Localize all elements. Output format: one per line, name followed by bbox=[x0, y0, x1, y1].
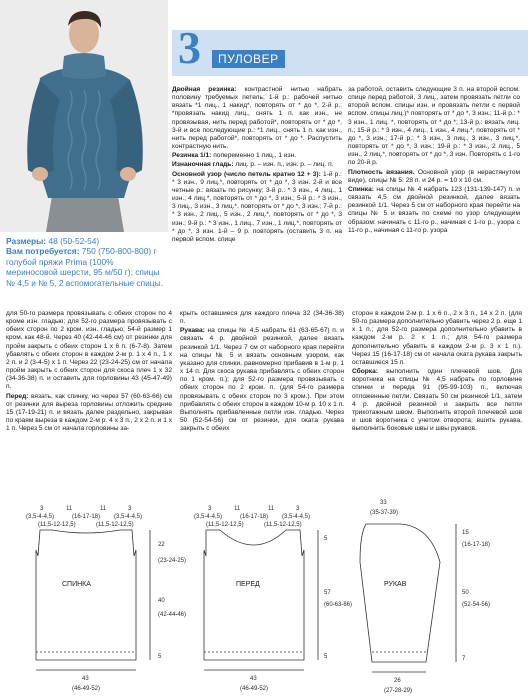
col5-paragraph bbox=[352, 310, 522, 367]
text-column-4 bbox=[180, 310, 344, 490]
col3-paragraph bbox=[6, 393, 172, 434]
text-column-5 bbox=[352, 310, 522, 490]
col1-paragraph-heading: Основной узор (число петель кратно 12 + 3): bbox=[172, 170, 321, 178]
back-top-1: 3 bbox=[40, 506, 44, 512]
front-top-4: 3 bbox=[296, 506, 300, 512]
back-right-4: (42-44-46) bbox=[158, 612, 187, 618]
back-right-1: 22 bbox=[158, 542, 165, 548]
pattern-title-text: ПУЛОВЕР bbox=[212, 50, 285, 68]
col2-paragraph-text: за работой, оставить следующие 3 п. на второй вспом. спице перед работой, 3 лиц., затем провязать петли со второй вспом. спицы изн. и провязать петли с первой вспом. спицы лиц.)* повторять от * до *, 3 изн.; 11-й р.: * 3 изн., 1 лиц. *, повторять от * до *; 13-й р.: вязать лиц. п.; 15-й р.: * 3 изн., 4 лиц., 1 изн., 4 лиц.*, повторять от * до *, 3 изн.; 17-й р.: * 3 изн., 3 лиц., 3 изн., 3 лиц.*, повторять от * до *, 3 изн.; 19-й р.: * 3 изн., 2 лиц., 5 изн., 2 лиц.*, повторять от * до *, 3 изн. Повторять с 1-го по 20-й р. bbox=[348, 86, 520, 167]
front-right-3: (60-63-66) bbox=[324, 602, 353, 608]
back-top-2: 11 bbox=[66, 506, 73, 512]
col1-paragraph-heading: Резинка 1/1: bbox=[172, 152, 212, 160]
col2-paragraph-text: на спицы № 4 набрать 123 (131-139-147) п. и связать 4,5 см двойной резинкой, далее вязать резинкой 1/1. Через 5 см от наборного края перейти на спицы № 5 и вязать по схеме по узор следующим образом: начинать с 11-го р., начиная с 1-го р., узора с 11-го р., начиная с 11-го р. узора bbox=[348, 185, 520, 234]
sleeve-top-1: 33 bbox=[380, 500, 387, 506]
front-right-1: 5 bbox=[324, 536, 328, 542]
col2-paragraph-heading: Спинка: bbox=[348, 185, 374, 193]
col1-paragraph-heading: Изнаночная гладь: bbox=[172, 161, 234, 169]
back-name: СПИНКА bbox=[62, 581, 91, 588]
front-top3-2: (11,5-12-12,5) bbox=[264, 522, 302, 528]
col3-paragraph-text: вязать, как спинку, но через 57 (60-63-66) см от резинки для выреза горловины отложить средние 15 (17-19-21) п. и вязать далее раздельно, закрывая по краям выреза в каждом 2-м р. 4 х 3 п., 2 х 2 п. и 1 х 1 п. Через 5 см от начала горловины за- bbox=[6, 392, 172, 433]
col2-paragraph-heading: Плотность вязания. bbox=[348, 168, 415, 176]
front-name: ПЕРЕД bbox=[236, 581, 260, 588]
front-bottom-1: 43 bbox=[250, 676, 257, 682]
col3-paragraph-text: для 50-го размера провязывать с обеих сторон по 4 кроме изн. гладью; для 52-го размера провязывать с обеих сторон по 2 кром. изн. гладью; 54-й размер 1 кром. как 48-й. Через 40 (42-44-46 см) от резинки для пройм закрыть с обеих сторон 1 х 6 п. (6-7-8). Затем убавлять с обеих сторон в каждом 2-м р. 1 х 4 п., 1 х 2 п. и 2 (3-4-5) х 1 п. Через 22 (23-24-25) см от начала пройм закрыть с обеих сторон для скоса плеч 1 х 32 (34-36-38) п. и оставить для горловины 43 (45-47-49) п. bbox=[6, 310, 172, 391]
back-top-4: 3 bbox=[128, 506, 132, 512]
col1-paragraph bbox=[172, 161, 342, 169]
materials-label: Вам потребуется: bbox=[6, 246, 80, 257]
front-bottom-2: (46-49-52) bbox=[240, 686, 269, 692]
col4-paragraph bbox=[180, 310, 344, 326]
back-right-3: 40 bbox=[158, 598, 165, 604]
pattern-title bbox=[212, 52, 285, 66]
sizes-label: Размеры: bbox=[6, 236, 47, 246]
col3-paragraph-heading: Перед: bbox=[6, 392, 29, 400]
col1-paragraph-text: попеременно 1 лиц., 1 изн. bbox=[211, 152, 296, 160]
sizes-value: 48 (50-52-54) bbox=[48, 236, 100, 246]
sleeve-name: РУКАВ bbox=[384, 581, 407, 588]
back-outline bbox=[36, 530, 136, 660]
materials-value: 750 (750-800-800) г голубой пряжи Prima (100% мериносовой шерсти, 95 м/50 г); спицы № 4,5 и № 5, 2 вспомогательные спицы. bbox=[6, 246, 163, 288]
col1-paragraph-heading: Двойная резинка: bbox=[172, 86, 237, 93]
col1-paragraph-text: 1-й р.: * 3 изн., 9 лиц.*, повторять от * до *, 3 изн. 2-й и все четные р.: вязать по рисунку; 3-й р.: * 3 изн., 4 лиц., 1 изн., 4 лиц.*, повторять от * до *, 3 изн.; 5-й р.: * 3 изн., 3 лиц., 3 изн., 3 лиц.*, повторять от * до *, 3 изн.; 7-й р.: * 3 изн., 2 лиц., 5 изн., 2 лиц.*, повторять от * до *, 3 изн.; 9-й р.: * 3 изн., 1 лиц., 7 изн., 1 лиц.*, повторять от * до *, 3 изн. 1-й – 9 р. повторять (оставить 3 п. на первой вспом. спице bbox=[172, 170, 342, 243]
col4-paragraph-text: на спицы № 4,5 набрать 61 (63-65-67) п. и связать 4 р. двойной резинкой, далее вязать резинкой 1/1. Через 7 см от наборного края перейти на спицы № 5 и вязать основным узором, как указано для спинки, равномерно прибавив в 1-м р. 1 х 14 п. Для скоса рукава прибавлять с обеих сторон по 1 кром. п.); для 52-го размера провязывать с обеих сторон по 2 кром. п. (для 54-го размера провязывать с обеих сторон по 3 кром.). При этом прибавлять с обеих сторон в каждом 10-м р. 10 х 1 п. Выполнять прибавленные петли изн. гладью. Через 50 (52-54-56) см от резинки, для оката рукава закрыть с обеих bbox=[180, 327, 344, 433]
front-right-2: 57 bbox=[324, 590, 331, 596]
text-column-2 bbox=[348, 86, 520, 304]
back-top2-3: (3,5-4-4,5) bbox=[114, 514, 143, 520]
front-outline bbox=[204, 530, 304, 660]
col4-paragraph bbox=[180, 327, 344, 433]
col5-paragraph bbox=[352, 368, 522, 433]
back-right-2: (23-24-25) bbox=[158, 558, 187, 564]
back-bottom-2: (46-49-52) bbox=[72, 686, 101, 692]
col1-paragraph-text: лиц. р. – изн. п., изн. р. – лиц. п. bbox=[233, 161, 334, 169]
sizes-caption bbox=[6, 236, 166, 288]
sleeve-right-5: 7 bbox=[462, 656, 466, 662]
back-top2-1: (3,5-4-4,5) bbox=[26, 514, 55, 520]
col5-paragraph-heading: Сборка: bbox=[352, 368, 378, 376]
col1-paragraph bbox=[172, 171, 342, 244]
sleeve-outline bbox=[360, 524, 440, 662]
col1-paragraph bbox=[172, 152, 342, 160]
front-top-2: 11 bbox=[234, 506, 241, 512]
front-top2-1: (3,5-4-4,5) bbox=[194, 514, 223, 520]
back-top2-2: (16-17-18) bbox=[72, 514, 101, 520]
front-top2-3: (3,5-4-4,5) bbox=[282, 514, 311, 520]
back-right-5: 5 bbox=[158, 654, 162, 660]
col4-paragraph-heading: Рукава: bbox=[180, 327, 205, 335]
front-right-4: 5 bbox=[324, 654, 328, 660]
back-top3-1: (11,5-12-12,5) bbox=[38, 522, 76, 528]
sleeve-right-4: (52-54-56) bbox=[462, 602, 491, 608]
col2-paragraph-text: Основной узор (в нерастянутом виде), спицы № 5: 28 п. и 24 р. = 10 х 10 см. bbox=[348, 168, 520, 184]
sleeve-top-2: (35-37-39) bbox=[370, 510, 399, 516]
col2-paragraph bbox=[348, 169, 520, 185]
col2-paragraph bbox=[348, 86, 520, 168]
back-top3-2: (11,5-12-12,5) bbox=[96, 522, 134, 528]
col3-paragraph bbox=[6, 310, 172, 392]
pattern-schemes bbox=[0, 490, 528, 700]
col2-paragraph bbox=[348, 186, 520, 235]
sleeve-bottom-2: (27-28-29) bbox=[384, 688, 413, 694]
sleeve-bottom-1: 26 bbox=[394, 678, 401, 684]
back-top-3: 11 bbox=[100, 506, 107, 512]
front-top-3: 11 bbox=[268, 506, 275, 512]
sleeve-right-2: (16-17-18) bbox=[462, 542, 491, 548]
col1-paragraph-text: контрастной нитью набрать половину требуемых петель; 1-й р.: рабочей нитью вязать *1 лиц., 1 накид*, повторять от * до *, 2-й р.: *провязать накид лиц., снять 1 п. как изн., не провязывая, нить перед работой*, повторять от * до *, 3-й и все последующие р.: *1 лиц., снять 1 п. как изн., нить перед работой*, повторять от * до *. Распустить контрастную нить. bbox=[172, 86, 342, 151]
sleeve-right-1: 15 bbox=[462, 530, 469, 536]
text-column-3 bbox=[6, 310, 172, 490]
text-column-1 bbox=[172, 86, 342, 304]
sleeve-right-3: 50 bbox=[462, 590, 469, 596]
front-top2-2: (16-17-18) bbox=[240, 514, 269, 520]
front-top-1: 3 bbox=[208, 506, 212, 512]
pattern-number: 3 bbox=[178, 22, 201, 73]
front-top3-1: (11,5-12-12,5) bbox=[206, 522, 244, 528]
col5-paragraph-text: сторон в каждом 2-м р. 1 х 6 п., 2 х 3 п., 14 х 2 п. (для 50-го размера дополнительно убавить через 2 р. еще 1 х 1 п.; для 52-го размера дополнительно убавить в каждом 2-м р. 2 х 1 п.; для 54-го размера дополнительно убавить в каждом 2-м р. 3 х 1 п.). Через 15 (16-17-18) см от начала оката рукава закрыть оставшиеся 15 п. bbox=[352, 310, 522, 366]
col4-paragraph-text: крыть оставшиеся для каждого плеча 32 (34-36-38) п. bbox=[180, 310, 344, 326]
model-photo bbox=[0, 0, 168, 232]
model-illustration bbox=[0, 0, 168, 232]
col5-paragraph-text: выполнить один плечевой шов. Для воротника на спицы № 4,5 набрать по горловине спинки и переда 91 (95-99-103) п., включая отложенные петли. Связать 50 см резинкой 1/1, затем 4 р. двойной резинкой и закрыть все петли трикотажным швом. Выполнить второй плечевой шов и шов воротника с учетом отворота; вшить рукава, выполнить боковые швы и швы рукавов. bbox=[352, 368, 522, 433]
col1-paragraph bbox=[172, 86, 342, 151]
back-bottom-1: 43 bbox=[82, 676, 89, 682]
